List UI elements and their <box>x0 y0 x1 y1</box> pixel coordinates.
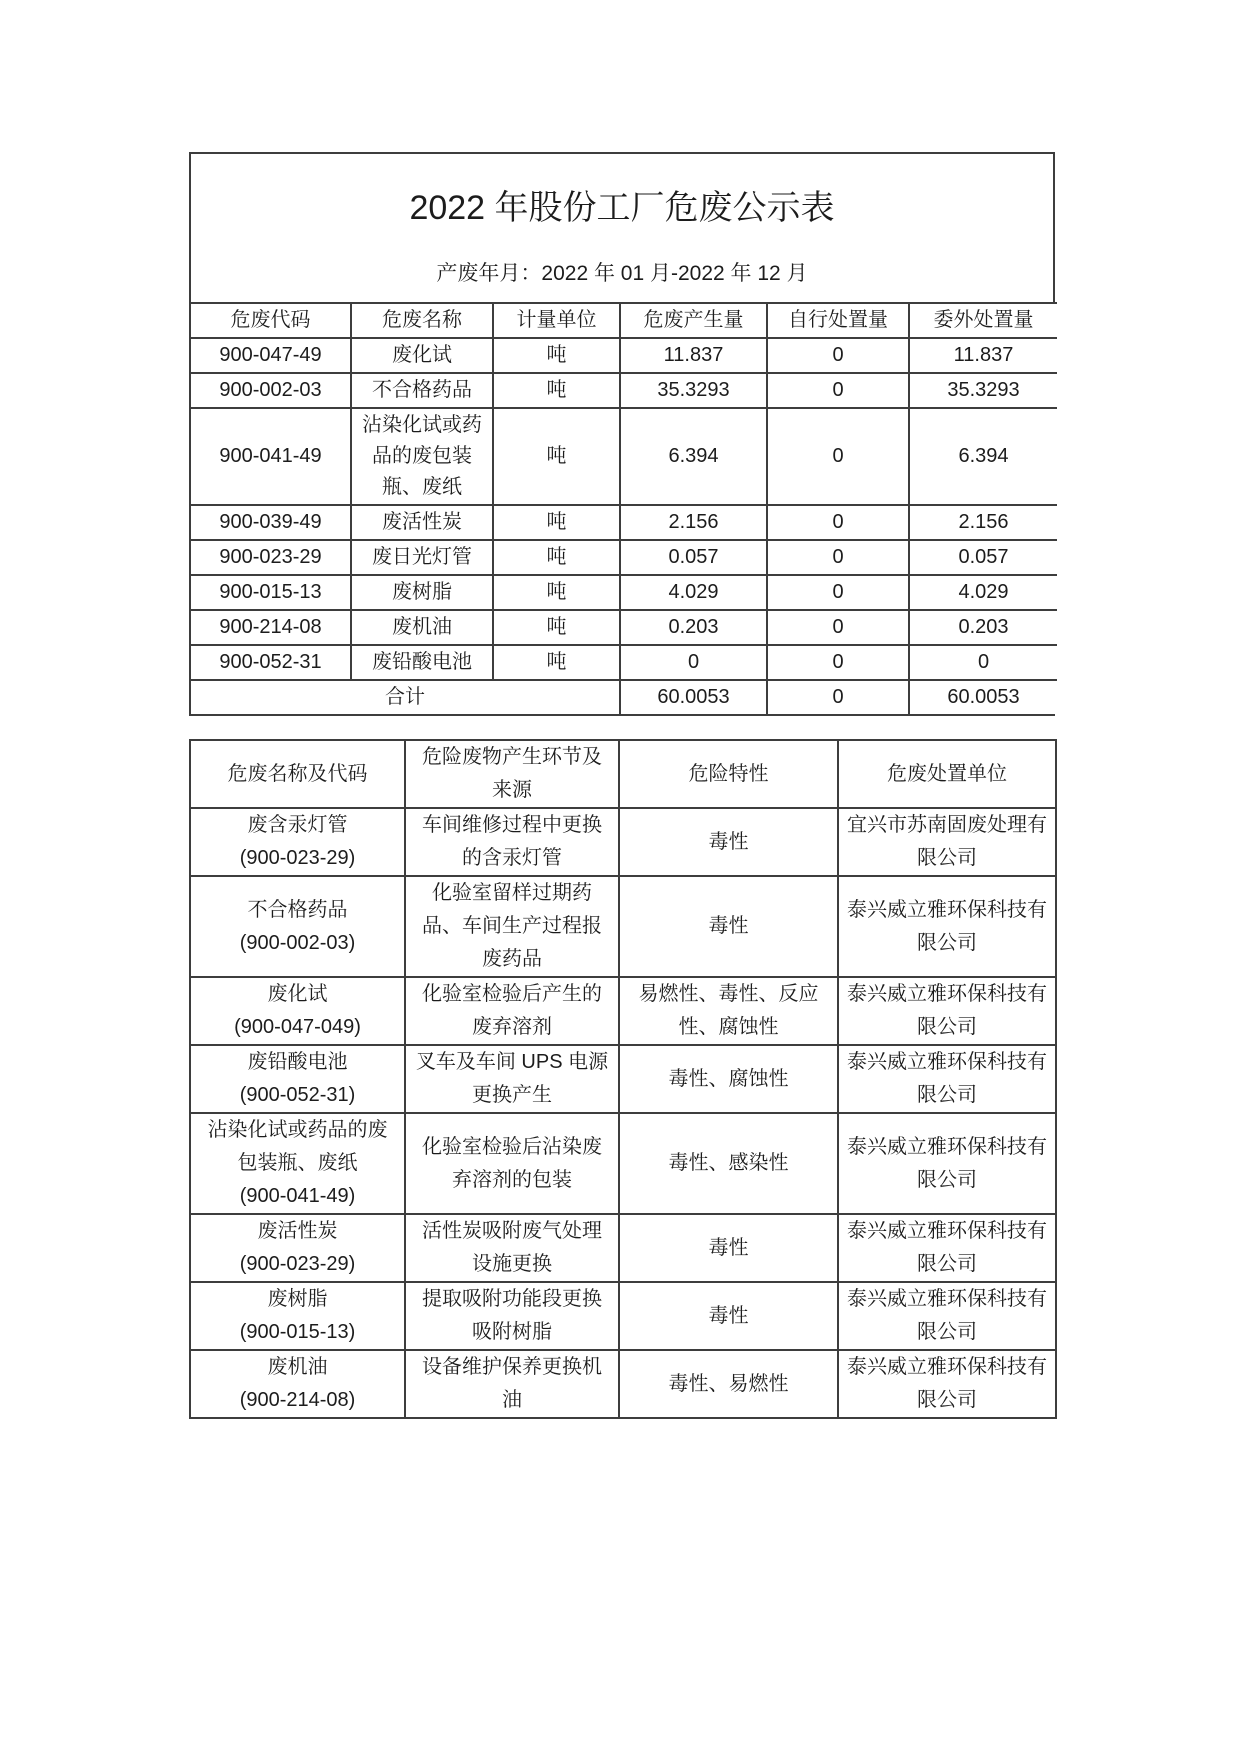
detail-table-row <box>190 1350 1056 1418</box>
detail-table-row <box>190 808 1056 876</box>
detail-table-row <box>190 1282 1056 1350</box>
report-period: 产废年月：2022 年 01 月-2022 年 12 月 <box>436 262 808 285</box>
summary-total-row <box>191 680 1057 714</box>
waste-name-code-cell <box>190 1045 405 1113</box>
detail-table-row <box>190 876 1056 977</box>
waste-name-code-cell <box>190 808 405 876</box>
col-header-outsourced: 委外处置量 <box>909 303 1057 338</box>
detail-table-row <box>190 1214 1056 1282</box>
produced-amount-cell: 6.394 <box>620 408 767 505</box>
generation-source-cell: 化验室留样过期药品、车间生产过程报废药品 <box>405 876 619 977</box>
produced-amount-cell: 35.3293 <box>620 373 767 408</box>
waste-name-line: 废含汞灯管 <box>247 814 348 836</box>
col-header-self-disposed: 自行处置量 <box>767 303 909 338</box>
waste-code-line: (900-023-29) <box>239 847 356 869</box>
waste-name-code-cell <box>190 1113 405 1214</box>
waste-name-line: 废机油 <box>267 1356 328 1378</box>
waste-name-cell: 不合格药品 <box>351 373 493 408</box>
detail-table-row <box>190 977 1056 1045</box>
disposal-unit-cell: 泰兴威立雅环保科技有限公司 <box>838 1045 1056 1113</box>
waste-name-line: 不合格药品 <box>247 898 348 921</box>
waste-code-cell: 900-023-29 <box>191 540 351 575</box>
generation-source-cell: 车间维修过程中更换的含汞灯管 <box>405 808 619 876</box>
self-disposed-cell: 0 <box>767 645 909 680</box>
self-disposed-cell: 0 <box>767 575 909 610</box>
disposal-unit-cell: 宜兴市苏南固废处理有限公司 <box>838 808 1056 876</box>
waste-code-cell: 900-047-49 <box>191 338 351 373</box>
disposal-unit-cell: 泰兴威立雅环保科技有限公司 <box>838 1350 1056 1418</box>
outsourced-cell: 2.156 <box>909 505 1057 540</box>
col-header-unit: 计量单位 <box>493 303 620 338</box>
generation-source-cell: 设备维护保养更换机油 <box>405 1350 619 1418</box>
outsourced-cell: 0.057 <box>909 540 1057 575</box>
summary-table-row <box>191 373 1057 408</box>
summary-section <box>189 152 1055 716</box>
waste-name-cell: 废铅酸电池 <box>351 645 493 680</box>
unit-cell: 吨 <box>493 610 620 645</box>
waste-code-cell: 900-002-03 <box>191 373 351 408</box>
hazard-property-cell: 毒性、易燃性 <box>619 1350 838 1418</box>
waste-name-line: 沾染化试或药品的废包装瓶、废纸 <box>207 1119 388 1174</box>
waste-code-line: (900-023-29) <box>239 1253 356 1275</box>
generation-source-cell: 叉车及车间 UPS 电源更换产生 <box>405 1045 619 1113</box>
generation-source-cell: 化验室检验后沾染废弃溶剂的包装 <box>405 1113 619 1214</box>
outsourced-cell: 0.203 <box>909 610 1057 645</box>
waste-code-line: (900-214-08) <box>239 1389 356 1411</box>
outsourced-cell: 4.029 <box>909 575 1057 610</box>
unit-cell: 吨 <box>493 645 620 680</box>
disposal-unit-cell: 泰兴威立雅环保科技有限公司 <box>838 1282 1056 1350</box>
unit-cell: 吨 <box>493 540 620 575</box>
disposal-unit-cell: 泰兴威立雅环保科技有限公司 <box>838 977 1056 1045</box>
col-header-produced-amount: 危废产生量 <box>620 303 767 338</box>
col-header-disposal-unit: 危废处置单位 <box>838 740 1056 808</box>
waste-name-code-cell <box>190 1214 405 1282</box>
waste-code-line: (900-047-049) <box>234 1016 361 1038</box>
col-header-generation-source: 危险废物产生环节及来源 <box>405 740 619 808</box>
generation-source-cell: 活性炭吸附废气处理设施更换 <box>405 1214 619 1282</box>
waste-name-line: 废活性炭 <box>257 1220 338 1242</box>
waste-name-cell: 废树脂 <box>351 575 493 610</box>
col-header-name-and-code: 危废名称及代码 <box>190 740 405 808</box>
waste-code-cell: 900-214-08 <box>191 610 351 645</box>
hazard-property-cell: 毒性 <box>619 1282 838 1350</box>
waste-code-line: (900-041-49) <box>239 1185 356 1207</box>
self-disposed-cell: 0 <box>767 373 909 408</box>
produced-amount-cell: 4.029 <box>620 575 767 610</box>
summary-header-row <box>191 303 1057 338</box>
page-title: 2022 年股份工厂危废公示表 <box>409 189 835 227</box>
produced-amount-cell: 0.057 <box>620 540 767 575</box>
waste-name-line: 废树脂 <box>267 1288 328 1310</box>
col-header-waste-code: 危废代码 <box>191 303 351 338</box>
hazard-property-cell: 易燃性、毒性、反应性、腐蚀性 <box>619 977 838 1045</box>
detail-table-row <box>190 1045 1056 1113</box>
hazard-property-cell: 毒性 <box>619 808 838 876</box>
summary-table-row <box>191 338 1057 373</box>
produced-amount-cell: 2.156 <box>620 505 767 540</box>
produced-amount-cell: 0 <box>620 645 767 680</box>
self-disposed-cell: 0 <box>767 338 909 373</box>
waste-name-line: 废铅酸电池 <box>247 1051 348 1073</box>
summary-table-row <box>191 575 1057 610</box>
disposal-unit-cell: 泰兴威立雅环保科技有限公司 <box>838 1214 1056 1282</box>
self-disposed-cell: 0 <box>767 408 909 505</box>
summary-table-row <box>191 408 1057 505</box>
waste-name-line: 废化试 <box>267 983 328 1005</box>
self-disposed-cell: 0 <box>767 610 909 645</box>
total-label-cell: 合计 <box>191 680 620 714</box>
self-disposed-cell: 0 <box>767 505 909 540</box>
outsourced-cell: 0 <box>909 645 1057 680</box>
hazard-property-cell: 毒性 <box>619 1214 838 1282</box>
outsourced-cell: 35.3293 <box>909 373 1057 408</box>
total-produced-cell: 60.0053 <box>620 680 767 714</box>
total-self-disposed-cell: 0 <box>767 680 909 714</box>
produced-amount-cell: 0.203 <box>620 610 767 645</box>
outsourced-cell: 11.837 <box>909 338 1057 373</box>
col-header-waste-name: 危废名称 <box>351 303 493 338</box>
waste-name-code-cell <box>190 1282 405 1350</box>
waste-code-line: (900-052-31) <box>239 1084 356 1106</box>
produced-amount-cell: 11.837 <box>620 338 767 373</box>
summary-table-row <box>191 540 1057 575</box>
unit-cell: 吨 <box>493 338 620 373</box>
waste-code-line: (900-002-03) <box>239 931 356 954</box>
summary-table <box>191 302 1057 714</box>
summary-table-row <box>191 645 1057 680</box>
disposal-unit-cell: 泰兴威立雅环保科技有限公司 <box>838 1113 1056 1214</box>
waste-code-cell: 900-039-49 <box>191 505 351 540</box>
hazard-property-cell: 毒性 <box>619 876 838 977</box>
unit-cell: 吨 <box>493 373 620 408</box>
waste-name-cell: 废机油 <box>351 610 493 645</box>
detail-header-row <box>190 740 1056 808</box>
self-disposed-cell: 0 <box>767 540 909 575</box>
col-header-hazard-property: 危险特性 <box>619 740 838 808</box>
waste-name-code-cell <box>190 1350 405 1418</box>
summary-table-row <box>191 610 1057 645</box>
waste-name-code-cell <box>190 977 405 1045</box>
summary-table-row <box>191 505 1057 540</box>
waste-code-cell: 900-015-13 <box>191 575 351 610</box>
waste-code-cell: 900-052-31 <box>191 645 351 680</box>
outsourced-cell: 6.394 <box>909 408 1057 505</box>
disposal-unit-cell: 泰兴威立雅环保科技有限公司 <box>838 876 1056 977</box>
waste-name-cell: 废活性炭 <box>351 505 493 540</box>
total-outsourced-cell: 60.0053 <box>909 680 1057 714</box>
unit-cell: 吨 <box>493 505 620 540</box>
hazard-property-cell: 毒性、感染性 <box>619 1113 838 1214</box>
waste-code-cell: 900-041-49 <box>191 408 351 505</box>
waste-name-cell: 废化试 <box>351 338 493 373</box>
unit-cell: 吨 <box>493 408 620 505</box>
waste-name-cell: 沾染化试或药品的废包装瓶、废纸 <box>351 408 493 505</box>
unit-cell: 吨 <box>493 575 620 610</box>
detail-table-row <box>190 1113 1056 1214</box>
waste-code-line: (900-015-13) <box>239 1321 356 1343</box>
hazard-property-cell: 毒性、腐蚀性 <box>619 1045 838 1113</box>
waste-name-cell: 废日光灯管 <box>351 540 493 575</box>
waste-name-code-cell <box>190 876 405 977</box>
detail-table <box>189 739 1057 1419</box>
generation-source-cell: 化验室检验后产生的废弃溶剂 <box>405 977 619 1045</box>
generation-source-cell: 提取吸附功能段更换吸附树脂 <box>405 1282 619 1350</box>
